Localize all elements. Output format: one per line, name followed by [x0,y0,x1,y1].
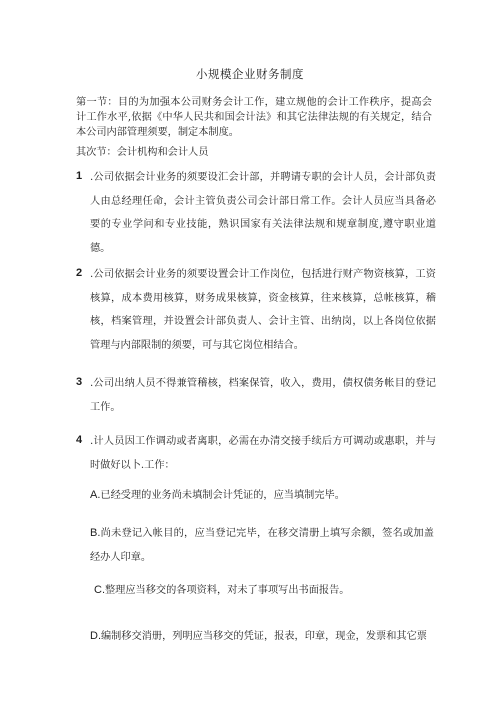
document-title: 小规模企业财务制度 [196,67,304,81]
item-number: 3 [76,376,83,388]
sub-item-letter: A. [90,489,101,501]
sub-item-letter: B. [90,527,101,539]
item-text: .公司依据会计业务的须要设汇会计部，并聘请专职的会计人员，会计部负责人由总经理任命，会计主管负责公司会计部日常工作。会计人员应当具备必要的专业学问和专业技能，熟识国家有关法律法规和规章制度,遵守职业道德。 [90,172,436,254]
item-text: .公司依据会计业务的须要设置会计工作岗位，包括进行财产物资核算，工资核算，成本费用核算，财务成果核算，资金核算，往来核算，总帐核算，稽核，档案管理，并设置会计部负责人、会计主管、出纳岗，以上各岗位依据管理与内部限制的须要，可与其它岗位相结合。 [90,269,436,351]
section-heading: 其次节：会计机构和会计人员 [76,147,209,158]
sub-item-text: 编制移交消册，列明应当移交的凭证，报表，印章，现金，发票和其它票 [101,631,427,642]
sub-item [94,579,438,603]
item-number: 4 [76,434,83,446]
sub-item-letter: D. [90,630,101,642]
item-number: 1 [76,170,83,182]
intro-paragraph: 第一节：目的为加强本公司财务会计工作，建立规他的会计工作秩序，提高会计工作水平,依据《中华人民共和国会计法》和其它法律法规的有关规定，结合本公司内部管理须要，制定本制度。 [76,97,432,138]
sub-item-text: 尚未登记入帐目的，应当登记完毕，在移交清册上填写余额，签名或加盖经办人印章。 [90,528,434,563]
sub-item [90,625,434,649]
sub-item-letter: C. [94,584,105,596]
item-number: 2 [76,267,83,279]
sub-item [90,522,434,569]
sub-item-text: 已经受理的业务尚未填制会计凭证的，应当填制完毕。 [100,490,345,501]
sub-item-text: 整理应当移交的各项资料，对未了事项写出书面报告。 [105,585,350,596]
sub-item [90,484,434,508]
item-text: .计人员因工作调动或者离职，必需在办清交接手续后方可调动或惠职，并与时做好以卜.工作： [90,436,436,471]
item-text: .公司出纳人员不得兼管稽核，档案保管，收入，费用，债权债务帐目的登记工作。 [90,378,436,413]
